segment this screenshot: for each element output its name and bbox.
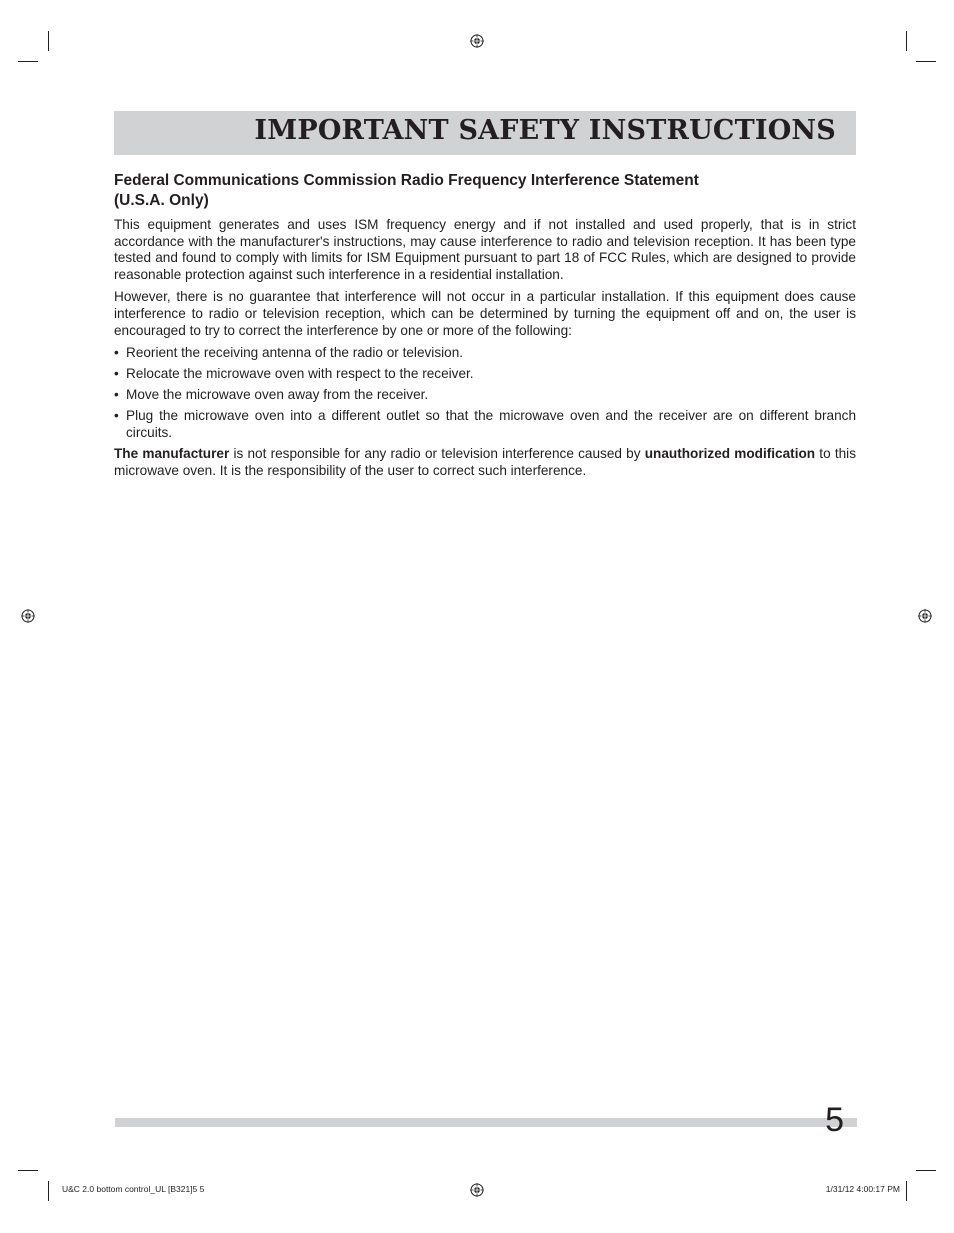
manufacturer-label: The manufacturer — [114, 446, 230, 462]
crop-mark-top-left-horizontal — [18, 61, 38, 62]
list-item: • Move the microwave oven away from the receiver. — [114, 387, 429, 403]
crop-mark-bottom-right-horizontal — [916, 1170, 936, 1171]
list-item: • Relocate the microwave oven with respect to the receiver. — [114, 366, 474, 382]
list-item: • Plug the microwave oven into a different outlet so that the microwave oven and the receiver are on different branch circuits. — [114, 408, 856, 441]
crop-mark-bottom-left-vertical — [48, 1181, 49, 1201]
crop-mark-bottom-left-horizontal — [18, 1170, 38, 1171]
page-number: 5 — [825, 1101, 844, 1139]
bullet-icon: • — [114, 366, 119, 382]
section-heading — [114, 171, 856, 211]
paragraph-ism-energy: This equipment generates and uses ISM frequency energy and if not installed and used properly, that is in strict accordance with the manufacturer's instructions, may cause interference to radio and television reception. It has been type tested and found to comply with limits for ISM Equipment pursuant to part 18 of FCC Rules, which are designed to provide reasonable protection against such interference in a residential installation. — [114, 217, 856, 282]
print-slug-right: 1/31/12 4:00:17 PM — [825, 1184, 900, 1194]
registration-mark-icon — [918, 609, 932, 623]
remedy-list — [114, 345, 856, 441]
paragraph-responsibility: The manufacturer is not responsible for any radio or television interference caused by unauthorized modification to this microwave oven. It is the responsibility of the user to correct such interference. — [114, 446, 856, 478]
crop-mark-top-right-vertical — [906, 31, 907, 51]
registration-mark-icon — [470, 1183, 484, 1197]
footer-band — [115, 1118, 857, 1127]
bullet-icon: • — [114, 408, 119, 424]
crop-mark-bottom-right-vertical — [906, 1181, 907, 1201]
header-band — [114, 111, 856, 155]
unauthorized-modification-label: unauthorized modification — [644, 446, 816, 462]
fcc-statement-section — [114, 171, 856, 485]
print-slug-left: U&C 2.0 bottom control_UL [B321]5 5 — [62, 1184, 205, 1194]
bullet-icon: • — [114, 345, 119, 361]
crop-mark-top-right-horizontal — [916, 61, 936, 62]
paragraph-no-guarantee: However, there is no guarantee that interference will not occur in a particular installation. If this equipment does cause interference to radio or television reception, which can be determined by turning the equipment off and on, the user is encouraged to try to correct the interference by one or more of the following: — [114, 289, 856, 338]
bullet-icon: • — [114, 387, 119, 403]
page-title: IMPORTANT SAFETY INSTRUCTIONS — [254, 115, 836, 146]
crop-mark-top-left-vertical — [48, 31, 49, 51]
section-heading-line1: Federal Communications Commission Radio Frequency Interference Statement — [114, 172, 699, 189]
list-item: • Reorient the receiving antenna of the radio or television. — [114, 345, 464, 361]
registration-mark-icon — [470, 34, 484, 48]
section-heading-line2: (U.S.A. Only) — [114, 192, 209, 209]
registration-mark-icon — [21, 609, 35, 623]
